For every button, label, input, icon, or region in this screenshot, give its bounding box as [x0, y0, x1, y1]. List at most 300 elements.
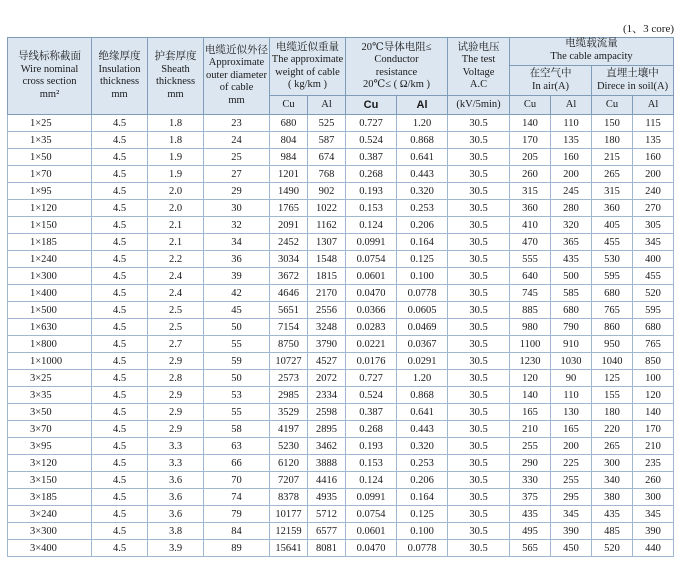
header-voltage: 试验电压 The test Voltage A.C — [448, 38, 510, 96]
cell-test-voltage: 30.5 — [448, 234, 510, 251]
cell-resistance-cu: 0.524 — [346, 387, 397, 404]
cell-soil-al: 160 — [633, 149, 674, 166]
cell-test-voltage: 30.5 — [448, 200, 510, 217]
cell-test-voltage: 30.5 — [448, 149, 510, 166]
cell-test-voltage: 30.5 — [448, 115, 510, 132]
cell-size: 3×35 — [8, 387, 92, 404]
cell-air-cu: 255 — [510, 438, 551, 455]
cell-soil-al: 100 — [633, 370, 674, 387]
cell-resistance-al: 0.0605 — [397, 302, 448, 319]
cell-insulation: 4.5 — [92, 234, 148, 251]
cell-sheath: 3.3 — [148, 438, 204, 455]
cell-size: 1×500 — [8, 302, 92, 319]
table-row — [8, 200, 674, 217]
table-row — [8, 149, 674, 166]
cell-weight-cu: 804 — [270, 132, 308, 149]
cell-soil-cu: 950 — [592, 336, 633, 353]
header-soil-al: Al — [633, 96, 674, 115]
cell-resistance-cu: 0.268 — [346, 421, 397, 438]
cell-test-voltage: 30.5 — [448, 319, 510, 336]
cell-air-al: 130 — [551, 404, 592, 421]
cell-soil-cu: 520 — [592, 540, 633, 557]
cell-soil-al: 270 — [633, 200, 674, 217]
cell-test-voltage: 30.5 — [448, 438, 510, 455]
cell-soil-al: 765 — [633, 336, 674, 353]
cell-air-al: 200 — [551, 438, 592, 455]
cell-resistance-al: 0.0778 — [397, 285, 448, 302]
cell-test-voltage: 30.5 — [448, 455, 510, 472]
cell-weight-al: 587 — [308, 132, 346, 149]
cell-soil-al: 520 — [633, 285, 674, 302]
cell-outer-diameter: 74 — [204, 489, 270, 506]
cell-resistance-cu: 0.0754 — [346, 506, 397, 523]
cell-outer-diameter: 27 — [204, 166, 270, 183]
cell-air-cu: 140 — [510, 387, 551, 404]
cell-insulation: 4.5 — [92, 166, 148, 183]
cell-soil-cu: 180 — [592, 132, 633, 149]
cell-soil-al: 200 — [633, 166, 674, 183]
cell-weight-al: 4935 — [308, 489, 346, 506]
cell-soil-cu: 860 — [592, 319, 633, 336]
cell-size: 1×1000 — [8, 353, 92, 370]
table-row — [8, 523, 674, 540]
cell-air-al: 790 — [551, 319, 592, 336]
header-resistance-cu: Cu — [346, 96, 397, 115]
cell-air-cu: 565 — [510, 540, 551, 557]
cell-sheath: 2.4 — [148, 285, 204, 302]
cell-insulation: 4.5 — [92, 217, 148, 234]
cell-soil-al: 115 — [633, 115, 674, 132]
cell-test-voltage: 30.5 — [448, 472, 510, 489]
cell-weight-al: 6577 — [308, 523, 346, 540]
cell-air-cu: 375 — [510, 489, 551, 506]
cell-insulation: 4.5 — [92, 285, 148, 302]
cell-soil-al: 260 — [633, 472, 674, 489]
cell-weight-cu: 2573 — [270, 370, 308, 387]
cell-test-voltage: 30.5 — [448, 370, 510, 387]
cell-weight-cu: 2091 — [270, 217, 308, 234]
cell-soil-al: 210 — [633, 438, 674, 455]
cell-weight-al: 1815 — [308, 268, 346, 285]
cell-soil-cu: 1040 — [592, 353, 633, 370]
table-row — [8, 472, 674, 489]
cell-size: 1×50 — [8, 149, 92, 166]
cell-weight-cu: 5651 — [270, 302, 308, 319]
header-weight-al: Al — [308, 96, 346, 115]
cell-air-al: 320 — [551, 217, 592, 234]
cell-insulation: 4.5 — [92, 506, 148, 523]
cell-insulation: 4.5 — [92, 540, 148, 557]
cell-resistance-cu: 0.0991 — [346, 234, 397, 251]
cell-resistance-cu: 0.193 — [346, 438, 397, 455]
cell-soil-cu: 265 — [592, 166, 633, 183]
cell-sheath: 1.9 — [148, 166, 204, 183]
cell-test-voltage: 30.5 — [448, 404, 510, 421]
cell-insulation: 4.5 — [92, 251, 148, 268]
cell-air-al: 110 — [551, 387, 592, 404]
header-insulation: 绝缘厚度 Insulation thickness mm — [92, 38, 148, 115]
cell-soil-al: 390 — [633, 523, 674, 540]
table-row — [8, 336, 674, 353]
cell-resistance-cu: 0.0221 — [346, 336, 397, 353]
cell-weight-cu: 1490 — [270, 183, 308, 200]
cell-size: 3×150 — [8, 472, 92, 489]
cell-weight-al: 4416 — [308, 472, 346, 489]
cell-soil-cu: 680 — [592, 285, 633, 302]
cell-outer-diameter: 36 — [204, 251, 270, 268]
cell-air-al: 345 — [551, 506, 592, 523]
cell-test-voltage: 30.5 — [448, 506, 510, 523]
cell-soil-cu: 405 — [592, 217, 633, 234]
cell-soil-cu: 595 — [592, 268, 633, 285]
cell-insulation: 4.5 — [92, 472, 148, 489]
cell-air-al: 135 — [551, 132, 592, 149]
cell-outer-diameter: 89 — [204, 540, 270, 557]
cell-resistance-cu: 0.727 — [346, 370, 397, 387]
cell-soil-al: 135 — [633, 132, 674, 149]
cell-weight-al: 1022 — [308, 200, 346, 217]
cell-soil-al: 345 — [633, 506, 674, 523]
header-resistance: 20℃导体电阻≤ Conductor resistance 20℃≤ ( Ω/km ) — [346, 38, 448, 96]
cell-resistance-al: 0.641 — [397, 149, 448, 166]
cell-sheath: 2.1 — [148, 234, 204, 251]
cell-air-al: 585 — [551, 285, 592, 302]
cell-air-cu: 170 — [510, 132, 551, 149]
cell-resistance-cu: 0.387 — [346, 149, 397, 166]
cell-insulation: 4.5 — [92, 115, 148, 132]
table-row — [8, 353, 674, 370]
cell-size: 3×50 — [8, 404, 92, 421]
cell-resistance-cu: 0.193 — [346, 183, 397, 200]
cell-test-voltage: 30.5 — [448, 353, 510, 370]
cell-weight-cu: 680 — [270, 115, 308, 132]
table-row — [8, 132, 674, 149]
cell-air-al: 90 — [551, 370, 592, 387]
cell-test-voltage: 30.5 — [448, 251, 510, 268]
cell-outer-diameter: 53 — [204, 387, 270, 404]
cable-spec-table — [7, 37, 674, 557]
cell-outer-diameter: 34 — [204, 234, 270, 251]
cell-outer-diameter: 39 — [204, 268, 270, 285]
cell-weight-al: 3248 — [308, 319, 346, 336]
cell-resistance-al: 0.868 — [397, 387, 448, 404]
cell-sheath: 1.8 — [148, 132, 204, 149]
cell-outer-diameter: 63 — [204, 438, 270, 455]
cell-sheath: 3.3 — [148, 455, 204, 472]
cell-test-voltage: 30.5 — [448, 268, 510, 285]
cell-insulation: 4.5 — [92, 387, 148, 404]
header-sheath: 护套厚度 Sheath thickness mm — [148, 38, 204, 115]
cell-resistance-al: 0.0367 — [397, 336, 448, 353]
cell-air-cu: 205 — [510, 149, 551, 166]
cell-resistance-al: 0.125 — [397, 251, 448, 268]
cell-weight-al: 2895 — [308, 421, 346, 438]
cell-weight-cu: 8750 — [270, 336, 308, 353]
cell-weight-cu: 7207 — [270, 472, 308, 489]
cell-soil-al: 170 — [633, 421, 674, 438]
cell-soil-al: 305 — [633, 217, 674, 234]
cell-size: 3×120 — [8, 455, 92, 472]
cell-resistance-al: 0.868 — [397, 132, 448, 149]
cell-weight-al: 2598 — [308, 404, 346, 421]
cell-sheath: 1.9 — [148, 149, 204, 166]
cell-insulation: 4.5 — [92, 183, 148, 200]
cell-resistance-cu: 0.0601 — [346, 268, 397, 285]
cell-size: 1×185 — [8, 234, 92, 251]
cell-air-cu: 885 — [510, 302, 551, 319]
cell-sheath: 3.6 — [148, 472, 204, 489]
cell-weight-al: 3790 — [308, 336, 346, 353]
cell-resistance-al: 0.164 — [397, 489, 448, 506]
cell-outer-diameter: 59 — [204, 353, 270, 370]
cell-weight-cu: 3034 — [270, 251, 308, 268]
cell-size: 3×25 — [8, 370, 92, 387]
cell-outer-diameter: 66 — [204, 455, 270, 472]
cell-insulation: 4.5 — [92, 268, 148, 285]
header-resistance-al: Al — [397, 96, 448, 115]
cell-outer-diameter: 45 — [204, 302, 270, 319]
cell-outer-diameter: 55 — [204, 404, 270, 421]
cell-resistance-al: 0.443 — [397, 421, 448, 438]
cell-outer-diameter: 25 — [204, 149, 270, 166]
cell-air-cu: 745 — [510, 285, 551, 302]
cell-resistance-cu: 0.124 — [346, 217, 397, 234]
cell-soil-cu: 180 — [592, 404, 633, 421]
table-row — [8, 370, 674, 387]
cell-test-voltage: 30.5 — [448, 302, 510, 319]
cell-resistance-cu: 0.0176 — [346, 353, 397, 370]
cell-size: 1×150 — [8, 217, 92, 234]
cell-resistance-cu: 0.0601 — [346, 523, 397, 540]
cell-air-cu: 260 — [510, 166, 551, 183]
cell-outer-diameter: 32 — [204, 217, 270, 234]
header-ampacity: 电缆载流量 The cable ampacity 在空气中 In air(A) 直埋土壤中 Direce in soil(A) — [510, 38, 674, 96]
cell-sheath: 2.8 — [148, 370, 204, 387]
cell-soil-cu: 220 — [592, 421, 633, 438]
table-header — [8, 38, 674, 115]
cell-soil-cu: 380 — [592, 489, 633, 506]
cell-weight-al: 3888 — [308, 455, 346, 472]
cell-test-voltage: 30.5 — [448, 285, 510, 302]
cell-air-cu: 165 — [510, 404, 551, 421]
cell-air-cu: 980 — [510, 319, 551, 336]
cell-weight-al: 3462 — [308, 438, 346, 455]
cell-size: 1×95 — [8, 183, 92, 200]
cell-air-al: 245 — [551, 183, 592, 200]
cell-sheath: 3.6 — [148, 506, 204, 523]
cell-weight-al: 902 — [308, 183, 346, 200]
cell-weight-al: 768 — [308, 166, 346, 183]
cell-resistance-cu: 0.0366 — [346, 302, 397, 319]
table-row — [8, 438, 674, 455]
cell-test-voltage: 30.5 — [448, 523, 510, 540]
table-row — [8, 268, 674, 285]
table-row — [8, 455, 674, 472]
cell-resistance-al: 0.0291 — [397, 353, 448, 370]
cell-resistance-al: 0.0469 — [397, 319, 448, 336]
core-note: (1、3 core) — [622, 23, 674, 35]
cell-air-al: 500 — [551, 268, 592, 285]
cell-air-cu: 1230 — [510, 353, 551, 370]
cell-soil-al: 240 — [633, 183, 674, 200]
cell-resistance-al: 0.100 — [397, 268, 448, 285]
cell-soil-al: 300 — [633, 489, 674, 506]
cell-test-voltage: 30.5 — [448, 540, 510, 557]
cell-insulation: 4.5 — [92, 302, 148, 319]
cell-test-voltage: 30.5 — [448, 336, 510, 353]
cell-size: 1×400 — [8, 285, 92, 302]
cell-soil-cu: 485 — [592, 523, 633, 540]
cell-soil-al: 680 — [633, 319, 674, 336]
cell-weight-al: 4527 — [308, 353, 346, 370]
cell-weight-cu: 4197 — [270, 421, 308, 438]
cell-weight-al: 525 — [308, 115, 346, 132]
header-voltage-unit: (kV/5min) — [448, 96, 510, 115]
cell-soil-cu: 315 — [592, 183, 633, 200]
cell-air-cu: 140 — [510, 115, 551, 132]
cell-air-cu: 1100 — [510, 336, 551, 353]
cell-soil-cu: 455 — [592, 234, 633, 251]
cell-soil-al: 850 — [633, 353, 674, 370]
cell-resistance-cu: 0.387 — [346, 404, 397, 421]
cell-weight-al: 1162 — [308, 217, 346, 234]
cell-outer-diameter: 58 — [204, 421, 270, 438]
cell-soil-cu: 300 — [592, 455, 633, 472]
cell-resistance-cu: 0.524 — [346, 132, 397, 149]
cell-sheath: 1.8 — [148, 115, 204, 132]
cell-outer-diameter: 79 — [204, 506, 270, 523]
table-row — [8, 319, 674, 336]
cell-size: 1×300 — [8, 268, 92, 285]
cell-weight-cu: 6120 — [270, 455, 308, 472]
cell-soil-al: 455 — [633, 268, 674, 285]
table-row — [8, 506, 674, 523]
cell-resistance-al: 0.320 — [397, 183, 448, 200]
cell-size: 3×95 — [8, 438, 92, 455]
cell-air-al: 110 — [551, 115, 592, 132]
table-row — [8, 421, 674, 438]
cell-resistance-cu: 0.0470 — [346, 285, 397, 302]
cell-air-cu: 495 — [510, 523, 551, 540]
cell-resistance-al: 0.0778 — [397, 540, 448, 557]
table-row — [8, 234, 674, 251]
cell-air-cu: 470 — [510, 234, 551, 251]
cell-air-al: 225 — [551, 455, 592, 472]
header-weight: 电缆近似重量 The approximate weight of cable ( kg/km ) — [270, 38, 346, 96]
cell-insulation: 4.5 — [92, 319, 148, 336]
cell-air-al: 1030 — [551, 353, 592, 370]
table-row — [8, 166, 674, 183]
cell-insulation: 4.5 — [92, 455, 148, 472]
cell-soil-al: 120 — [633, 387, 674, 404]
cell-air-cu: 640 — [510, 268, 551, 285]
cell-soil-al: 235 — [633, 455, 674, 472]
header-soil-cu: Cu — [592, 96, 633, 115]
cell-test-voltage: 30.5 — [448, 217, 510, 234]
cell-weight-al: 5712 — [308, 506, 346, 523]
cell-test-voltage: 30.5 — [448, 421, 510, 438]
cell-size: 1×25 — [8, 115, 92, 132]
cell-weight-cu: 12159 — [270, 523, 308, 540]
cell-resistance-cu: 0.0991 — [346, 489, 397, 506]
cell-test-voltage: 30.5 — [448, 132, 510, 149]
cell-resistance-cu: 0.727 — [346, 115, 397, 132]
cell-insulation: 4.5 — [92, 438, 148, 455]
header-weight-cu: Cu — [270, 96, 308, 115]
cell-resistance-al: 0.206 — [397, 217, 448, 234]
cell-soil-cu: 155 — [592, 387, 633, 404]
table-row — [8, 217, 674, 234]
cell-weight-al: 8081 — [308, 540, 346, 557]
cell-sheath: 2.4 — [148, 268, 204, 285]
table-row — [8, 183, 674, 200]
table-row — [8, 285, 674, 302]
cell-resistance-cu: 0.268 — [346, 166, 397, 183]
cell-sheath: 2.9 — [148, 387, 204, 404]
cell-soil-cu: 125 — [592, 370, 633, 387]
cell-insulation: 4.5 — [92, 200, 148, 217]
cell-insulation: 4.5 — [92, 489, 148, 506]
cell-size: 3×400 — [8, 540, 92, 557]
cell-soil-cu: 215 — [592, 149, 633, 166]
cell-size: 1×70 — [8, 166, 92, 183]
cell-size: 3×300 — [8, 523, 92, 540]
cell-resistance-al: 0.443 — [397, 166, 448, 183]
cell-resistance-cu: 0.153 — [346, 200, 397, 217]
cell-sheath: 2.7 — [148, 336, 204, 353]
cell-weight-cu: 4646 — [270, 285, 308, 302]
cell-test-voltage: 30.5 — [448, 166, 510, 183]
cell-resistance-al: 0.100 — [397, 523, 448, 540]
cell-size: 1×120 — [8, 200, 92, 217]
table-row — [8, 251, 674, 268]
cell-weight-cu: 2452 — [270, 234, 308, 251]
cell-resistance-cu: 0.0470 — [346, 540, 397, 557]
cell-size: 3×185 — [8, 489, 92, 506]
cell-weight-al: 1548 — [308, 251, 346, 268]
cell-test-voltage: 30.5 — [448, 183, 510, 200]
cell-resistance-cu: 0.0754 — [346, 251, 397, 268]
cell-size: 3×70 — [8, 421, 92, 438]
cell-sheath: 2.9 — [148, 421, 204, 438]
cell-outer-diameter: 50 — [204, 370, 270, 387]
table-row — [8, 404, 674, 421]
cell-air-cu: 330 — [510, 472, 551, 489]
cell-air-al: 280 — [551, 200, 592, 217]
cell-resistance-cu: 0.124 — [346, 472, 397, 489]
table-row — [8, 115, 674, 132]
cell-air-al: 680 — [551, 302, 592, 319]
cell-weight-al: 2556 — [308, 302, 346, 319]
header-size: 导线标称截面 Wire nominal cross section mm² — [8, 38, 92, 115]
cell-weight-cu: 15641 — [270, 540, 308, 557]
cell-weight-cu: 10177 — [270, 506, 308, 523]
cell-air-cu: 410 — [510, 217, 551, 234]
cell-resistance-al: 0.125 — [397, 506, 448, 523]
header-air-al: Al — [551, 96, 592, 115]
table-row — [8, 489, 674, 506]
cell-resistance-al: 0.164 — [397, 234, 448, 251]
cell-weight-cu: 1765 — [270, 200, 308, 217]
cell-weight-cu: 2985 — [270, 387, 308, 404]
cell-air-al: 450 — [551, 540, 592, 557]
cell-soil-al: 140 — [633, 404, 674, 421]
cell-insulation: 4.5 — [92, 523, 148, 540]
cell-resistance-al: 0.320 — [397, 438, 448, 455]
cell-air-al: 200 — [551, 166, 592, 183]
cell-soil-al: 400 — [633, 251, 674, 268]
table-row — [8, 387, 674, 404]
